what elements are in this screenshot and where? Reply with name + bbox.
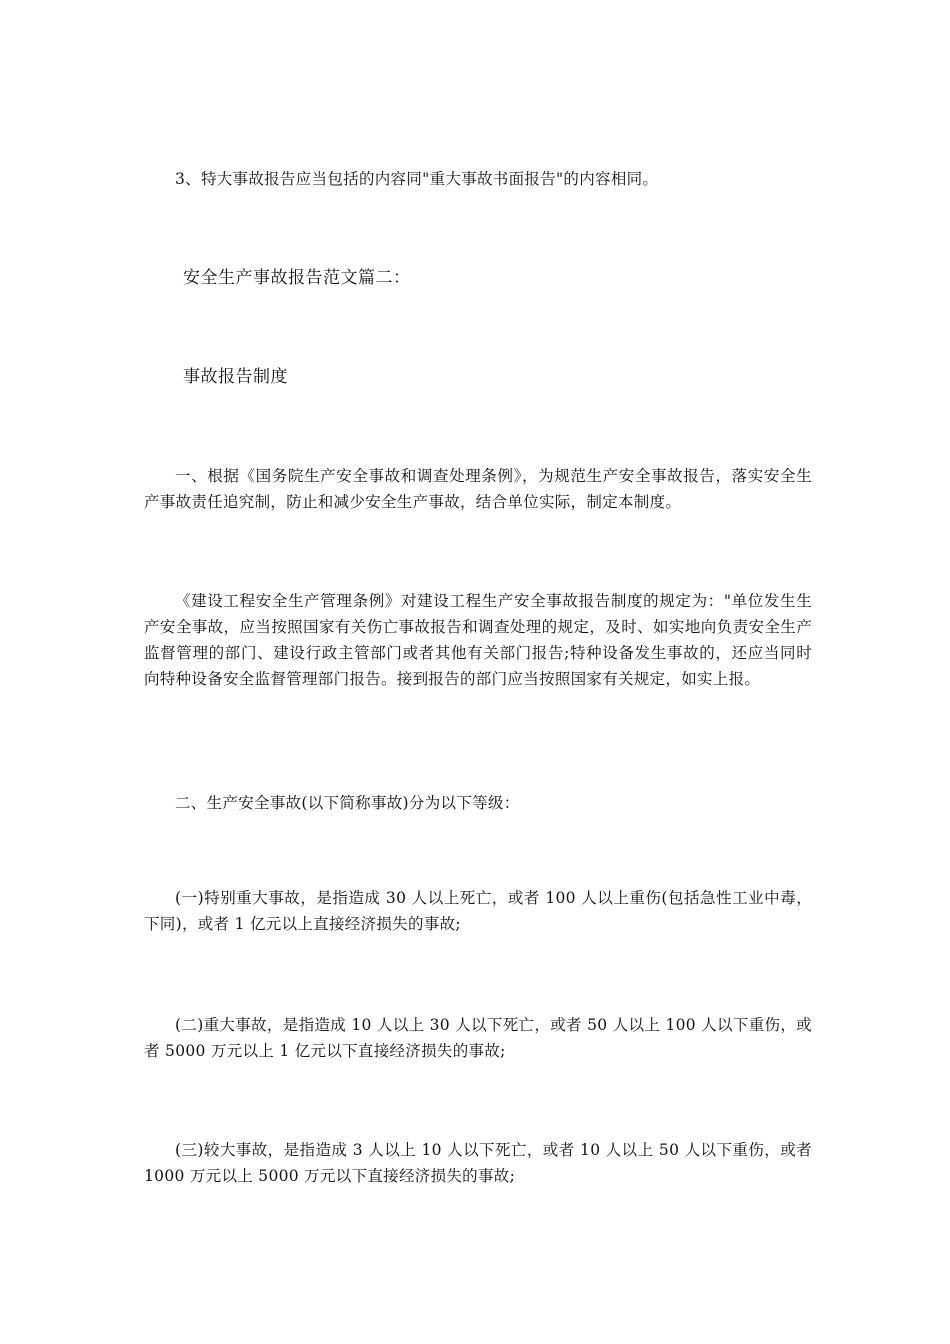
paragraph-article-one: 一、根据《国务院生产安全事故和调查处理条例》，为规范生产安全事故报告，落实安全生产事故责任追究制，防止和减少安全生产事故，结合单位实际，制定本制度。 [144,467,812,511]
section-heading-report-system: 事故报告制度 [183,367,288,387]
paragraph-grade-three: (三)较大事故，是指造成 3 人以上 10 人以下死亡，或者 10 人以上 50 人以下重伤，或者 1000 万元以上 5000 万元以下直接经济损失的事故; [144,1141,812,1185]
paragraph-major-accident-report-content: 3、特大事故报告应当包括的内容同"重大事故书面报告"的内容相同。 [175,170,659,188]
paragraph-article-two: 二、生产安全事故(以下简称事故)分为以下等级： [175,794,520,812]
paragraph-construction-regulation: 《建设工程安全生产管理条例》对建设工程生产安全事故报告制度的规定为："单位发生生产安全事故，应当按照国家有关伤亡事故报告和调查处理的规定，及时、如实地向负责安全生产监督管理的部门、建设行政主管部门或者其他有关部门报告;特种设备发生事故的，还应当同时向特种设备安全监督管理部门报告。接到报告的部门应当按照国家有关规定，如实上报。 [144,592,812,688]
paragraph-grade-one: (一)特别重大事故，是指造成 30 人以上死亡，或者 100 人以上重伤(包括急性工业中毒，下同)，或者 1 亿元以上直接经济损失的事故; [144,889,812,933]
section-heading-sample-two: 安全生产事故报告范文篇二： [183,268,411,288]
paragraph-grade-two: (二)重大事故，是指造成 10 人以上 30 人以下死亡，或者 50 人以上 100 人以下重伤，或者 5000 万元以上 1 亿元以下直接经济损失的事故; [144,1016,812,1060]
